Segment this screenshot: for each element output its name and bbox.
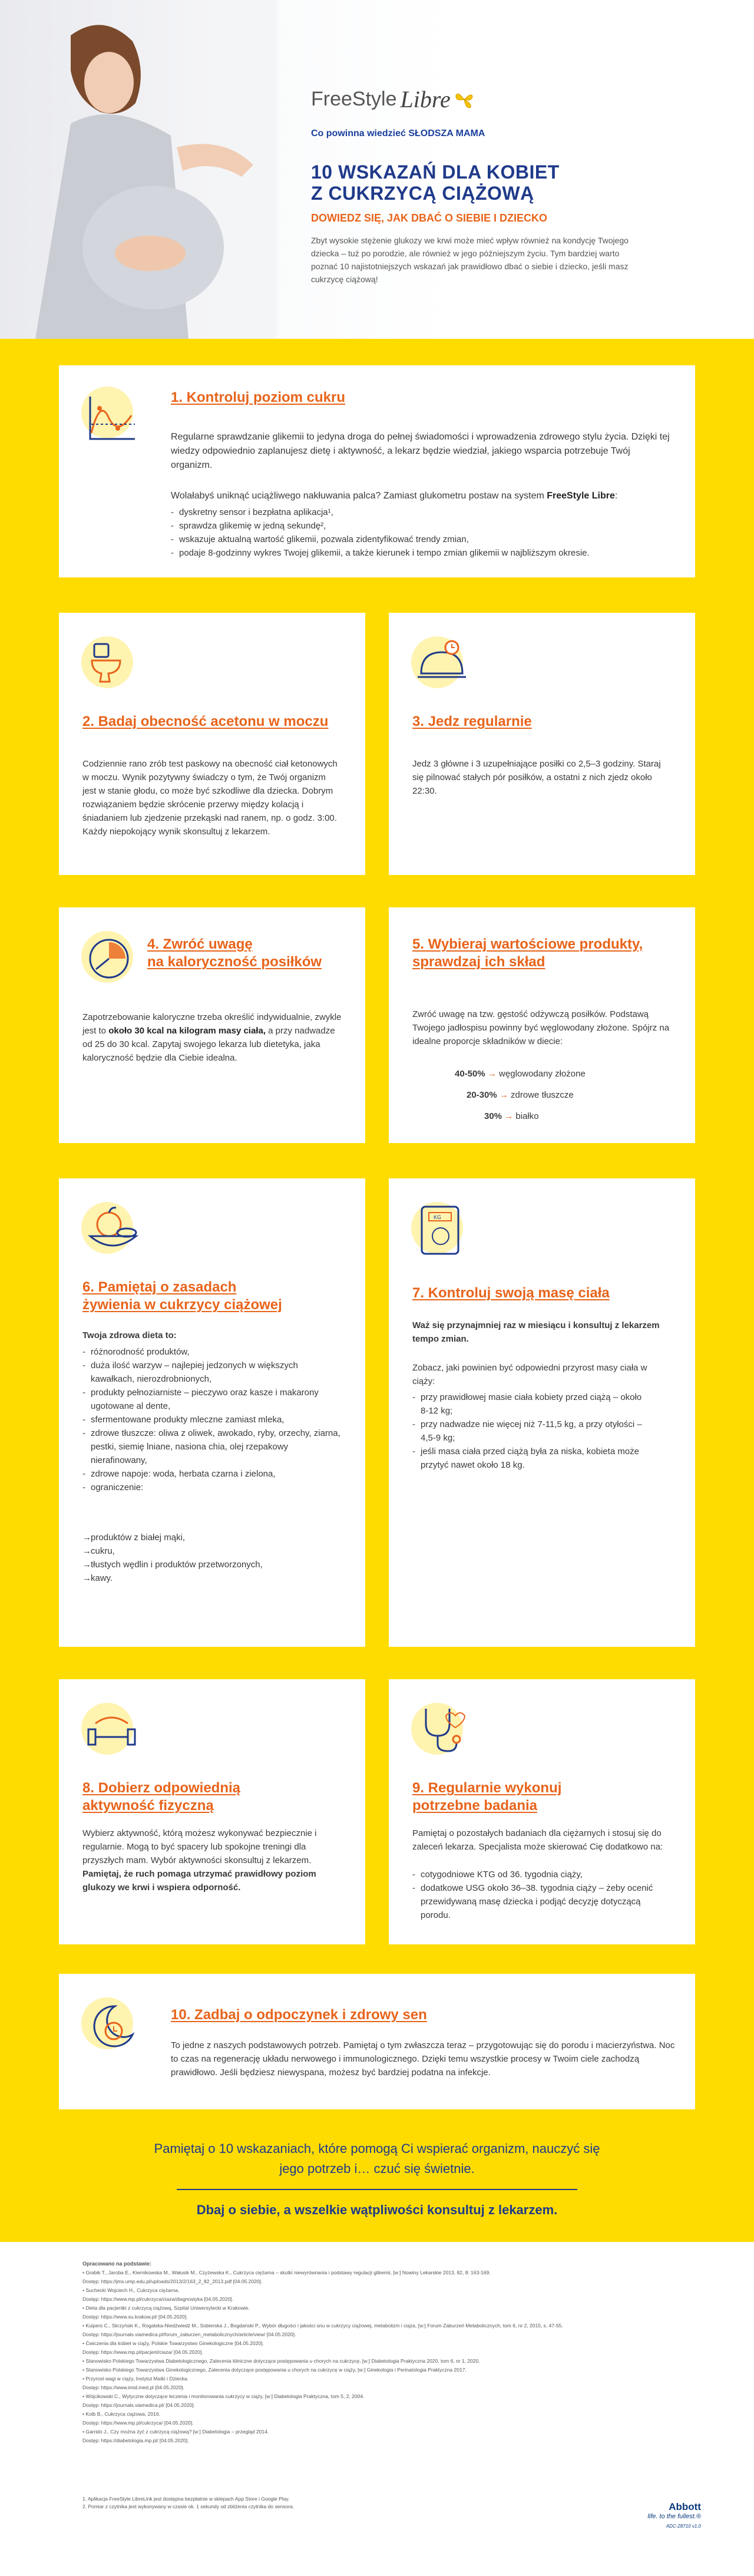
list-item: - podaje 8-godzinny wykres Twojej glikemii, a także kierunek i tempo zmian glikemii w najbliższym okresie. <box>171 546 672 560</box>
section-9-title <box>412 1779 561 1815</box>
section-3-text: Jedz 3 główne i 3 uzupełniające posiłki co 2,5–3 godziny. Staraj się pilnować stałych pór posiłków, a ostatni z nich zjedz około 22:30. <box>412 759 661 796</box>
ratio-pct: 20-30% <box>467 1090 497 1100</box>
text-part: Wybierz aktywność, którą możesz wykonywać bezpiecznie i regularnie. Mogą to być spacery lub spokojne treningi dla przyszłych mam. Wybór aktywności skonsultuj z lekarzem. <box>82 1828 317 1865</box>
section-9-text: Pamiętaj o pozostałych badaniach dla ciężarnych i stosuj się do zaleceń lekarza. Specjalista może skierować Cię dodatkowo na: <box>412 1828 663 1852</box>
reference-line: • Stanowisko Polskiego Towarzystwa Diabetologicznego, Zalecenia kliniczne dotyczące postępowania u chorych na cukrzycę, [w:] Diabetologia Praktyczna 2020, tom 6, nr 1, 2020. <box>82 2358 480 2364</box>
text-bold: Pamiętaj, że ruch pomaga utrzymać prawidłowy poziom glukozy we krwi i wspiera odporność. <box>82 1869 316 1893</box>
subtitle: DOWIEDZ SIĘ, JAK DBAĆ O SIEBIE I DZIECKO <box>311 212 548 224</box>
moon-clock-icon <box>85 2000 138 2053</box>
reference-line: Dostęp: https://journals.viamedica.pl/forum_zaburzen_metabolicznych/article/view/ [04.05.2020]. <box>82 2331 296 2337</box>
reference-line: • Przyrost wagi w ciąży, Instytut Matki i Dziecka. <box>82 2376 188 2382</box>
list-item: - dodatkowe USG około 36–38. tygodnia ciąży – żeby ocenić przewidywaną masę dziecka i podjąć decyzję dotyczącą porodu. <box>412 1881 660 1922</box>
reference-line: • Wójcikowski C., Wytyczne dotyczące leczenia i monitorowania cukrzycy w ciąży, [w:] Diabetologia Praktyczna, tom 5, 2, 2004. <box>82 2393 365 2399</box>
intro-text: Zbyt wysokie stężenie glukozy we krwi może mieć wpływ również na kondycję Twojego dziecka – tuż po porodzie, ale również w jego późniejszym życiu. Tym bardziej warto poznać 10 najistotniejszych wskazań jak prawidłowo dbać o siebie i dziecko, jeśli masz cukrzycę ciążową! <box>311 236 629 284</box>
references <box>82 2260 672 2445</box>
footnotes <box>82 2495 566 2511</box>
title-line2: na kaloryczność posiłków <box>147 954 322 970</box>
card-10 <box>59 1974 695 2109</box>
list-item: - sprawdza glikemię w jedną sekundę², <box>171 519 672 533</box>
section-9-list <box>412 1868 660 1922</box>
reference-line: • Suchecki Wojciech H., Cukrzyca ciężarna. <box>82 2287 180 2293</box>
reference-line: Dostęp: https://www.imid.med.pl [04.05.2020]. <box>82 2385 184 2390</box>
freestyle-libre-logo <box>311 85 664 113</box>
text-part: a przy nadwadze od 25 do 30 kcal. Zapytaj swojego lekarza lub dietetyka, jaka kaloryczność będzie dla Ciebie idealna. <box>82 1026 335 1063</box>
list-item: - duża ilość warzyw – najlepiej jedzonych w większych kawałkach, nierozdrobnionych, <box>82 1359 342 1386</box>
glucose-chart-icon <box>85 392 138 445</box>
abbott-name: Abbott <box>669 2501 701 2512</box>
card-4 <box>59 907 365 1143</box>
list-item: - zdrowe napoje: woda, herbata czarna i zielona, <box>82 1467 342 1481</box>
toilet-icon <box>87 639 134 686</box>
section-4-title <box>147 936 322 971</box>
section-10-title: 10. Zadbaj o odpoczynek i zdrowy sen <box>171 2007 427 2023</box>
footnote: 2. Pomiar z czytnika jest wykonywany w czasie ok. 1 sekundy od zbliżenia czytnika do sensora. <box>82 2504 295 2509</box>
cta-line2: jego potrzeb i… czuć się świetnie. <box>279 2161 475 2176</box>
reference-line: Dostęp: https://journals.viamedica.pl/ [04.05.2020]. <box>82 2402 195 2408</box>
section-10-text: To jedne z naszych podstawowych potrzeb. Pamiętaj o tym zwłaszcza teraz – przygotowując się do porodu i macierzyństwa. Noc to czas na regenerację układu nerwowego i immunologicznego. Dzięki temu wszystkie procesy w Twoim ciele zachodzą prawidłowo. Jeśli będziesz niewyspana, możesz być bardziej podatna na infekcje. <box>171 2040 675 2078</box>
list-item: - ograniczenie: <box>82 1481 342 1494</box>
section-7-list <box>412 1391 648 1472</box>
ratio-label: zdrowe tłuszcze <box>511 1090 574 1100</box>
title-line1: 5. Wybieraj wartościowe produkty, <box>412 936 643 952</box>
section-7-lead: Waż się przynajmniej raz w miesiącu i konsultuj z lekarzem tempo zmian. <box>412 1320 660 1344</box>
ratio-label: węglowodany złożone <box>499 1069 586 1079</box>
section-5-text: Zwróć uwagę na tzw. gęstość odżywczą posiłków. Podstawą Twojego jadłospisu powinny być węglowodany złożone. Spójrz na idealne proporcje składników w diecie: <box>412 1009 670 1046</box>
document-code: ADC-28710 v1.0 <box>666 2524 701 2529</box>
list-item: → kawy. <box>82 1571 342 1585</box>
list-item: → produktów z białej mąki, <box>82 1531 342 1544</box>
title-line2: żywienia w cukrzycy ciążowej <box>82 1297 282 1313</box>
reference-line: • Grabik T., Jaroba E., Kiernikowska M., Wałusik M., Czyżewska K., Cukrzyca ciężarna – skutki niewyrównania i podstawy regulacji glikemii, [w:] Nowiny Lekarskie 2013, 82, 8: 163-169. <box>82 2270 491 2276</box>
card-9 <box>389 1679 695 1944</box>
dumbbell-icon <box>84 1706 140 1753</box>
tagline: Co powinna wiedzieć SŁODSZA MAMA <box>311 128 485 138</box>
section-7-title: 7. Kontroluj swoją masę ciała <box>412 1285 610 1301</box>
card-2 <box>59 613 365 875</box>
references-title: Opracowano na podstawie: <box>82 2261 152 2267</box>
ratio-row: 40-50% → węglowodany złożone <box>455 1069 586 1079</box>
section-8-text <box>82 1827 342 1894</box>
ratio-row: 30% → białko <box>484 1111 539 1121</box>
section-7-text: Zobacz, jaki powinien być odpowiedni przyrost masy ciała w ciąży: <box>412 1363 647 1386</box>
ratio-pct: 30% <box>484 1111 502 1121</box>
title-line2: sprawdzaj ich skład <box>412 954 545 970</box>
reference-line: Dostęp: https://www.su.krakow.pl/ [04.05.2020]. <box>82 2314 188 2320</box>
page-title <box>311 161 664 204</box>
text-part: Zapotrzebowanie kaloryczne trzeba określić indywidualnie, zwykle jest to <box>82 1012 342 1036</box>
reference-line: Dostęp: https://diabetologia.mp.pl/ [04.05.2020]. <box>82 2438 189 2443</box>
reference-line: • Stanowisko Polskiego Towarzystwa Ginekologicznego, Zalecenia dotyczące postępowania u chorych na cukrzycę w ciąży, [w:] Ginekologia i Perinatologia Praktyczna 2017. <box>82 2367 467 2373</box>
section-4-text <box>82 1010 342 1065</box>
card-8 <box>59 1679 365 1944</box>
references-list <box>82 2268 672 2445</box>
section-3-title: 3. Jedz regularnie <box>412 714 532 729</box>
plate-clock-icon <box>85 934 138 987</box>
list-item: - zdrowe tłuszcze: oliwa z oliwek, awokado, ryby, orzechy, ziarna, pestki, siemię lniane, nasiona chia, olej rzepakowy nierafinowany, <box>82 1426 342 1467</box>
stethoscope-heart-icon <box>415 1703 468 1756</box>
q-text: Wolałabyś uniknąć uciążliwego nakłuwania palca? Zamiast glukometru postaw na system <box>171 491 547 501</box>
cta-line1: Pamiętaj o 10 wskazaniach, które pomogą Ci wspierać organizm, nauczyć się <box>154 2141 600 2156</box>
reference-line: • Ćwiczenia dla kobiet w ciąży, Polskie Towarzystwo Ginekologiczne [04.05.2020]. <box>82 2340 264 2346</box>
cta-text <box>0 2139 754 2179</box>
page-title-line2: Z CUKRZYCĄ CIĄŻOWĄ <box>311 183 534 204</box>
list-item: - przy nadwadze nie więcej niż 7-11,5 kg, a przy otyłości – 4,5-9 kg; <box>412 1418 648 1445</box>
list-item: - cotygodniowe KTG od 36. tygodnia ciąży, <box>412 1868 660 1881</box>
reference-line: • Garrido J., Czy można żyć z cukrzycą ciążową? [w:] Diabetologia – przegląd 2014. <box>82 2429 269 2435</box>
card-1 <box>59 365 695 577</box>
section-6-title <box>82 1279 282 1314</box>
section-5-title <box>412 936 643 971</box>
food-bowl-icon <box>85 1202 141 1258</box>
section-6-lead: Twoja zdrowa dieta to: <box>82 1330 177 1340</box>
list-item: - dyskretny sensor i bezpłatna aplikacja¹, <box>171 506 672 519</box>
list-item: → cukru, <box>82 1544 342 1558</box>
section-8-title <box>82 1779 240 1815</box>
footnote: 1. Aplikacja FreeStyle LibreLink jest dostępna bezpłatnie w sklepach App Store i Google Play. <box>82 2496 290 2502</box>
abbott-slogan: life. to the fullest.® <box>647 2513 701 2520</box>
section-2-text: Codziennie rano zrób test paskowy na obecność ciał ketonowych w moczu. Wynik pozytywny świadczy o tym, że Twój organizm jest w stanie głodu, co może być szkodliwe dla dziecka. Dobrym rozwiązaniem będzie skrócenie przerwy między kolacją i śniadaniem lub zjedzenie przekąski nad ranem, np. o godz. 3:00. Każdy niepokojący wynik skonsultuj z lekarzem. <box>82 759 338 837</box>
reference-line: Dostęp: https://www.mp.pl/cukrzyca/ciaza/diagnostyka [04.05.2020]. <box>82 2296 234 2302</box>
title-line1: 4. Zwróć uwagę <box>147 936 253 952</box>
section-1-title: 1. Kontroluj poziom cukru <box>171 389 346 405</box>
title-line2: aktywność fizyczną <box>82 1798 214 1814</box>
butterfly-icon <box>454 90 474 110</box>
cta-closing: Dbaj o siebie, a wszelkie wątpliwości konsultuj z lekarzem. <box>196 2202 558 2217</box>
section-2-title: 2. Badaj obecność acetonu w moczu <box>82 714 329 729</box>
list-item: - produkty pełnoziarniste – pieczywo oraz kasze i makarony ugotowane al dente, <box>82 1386 342 1413</box>
section-6-list <box>82 1345 342 1494</box>
abbott-logo <box>647 2501 701 2529</box>
list-item: - jeśli masa ciała przed ciążą była za niska, kobieta może przytyć nawet około 18 kg. <box>412 1445 648 1472</box>
reference-line: • Kuipers C., Skrzyński K., Rogalska-Niedźwiedź M., Sobierska J., Bogdański P., Wybór długości i jakości snu w cukrzycy ciążowej, metabolizm i ciąża, [w:] Forum Zaburzeń Metabolicznych, tom 6, nr 2, 2015, s. 47-55. <box>82 2323 563 2329</box>
reference-line: Dostęp: https://jms.ump.edu.pl/uploads/2013/2/163_2_82_2013.pdf [04.05.2020]. <box>82 2278 263 2284</box>
reference-line: • Kolb B., Cukrzyca ciążowa, 2016. <box>82 2411 160 2417</box>
title-line1: 6. Pamiętaj o zasadach <box>82 1279 237 1295</box>
card-5 <box>389 907 695 1143</box>
card-7 <box>389 1178 695 1647</box>
q-colon: : <box>614 491 618 501</box>
q-brand: FreeStyle Libre <box>547 491 615 501</box>
reference-line: Dostęp: https://www.mp.pl/cukrzyca/ [04.05.2020]. <box>82 2420 194 2426</box>
reference-line: • Dieta dla pacjentki z cukrzycą ciążową, Szpital Uniwersytecki w Krakowie. <box>82 2305 250 2311</box>
list-item: → tłustych wędlin i produktów przetworzonych, <box>82 1558 342 1571</box>
logo-libre: Libre <box>400 86 451 113</box>
section-1-question <box>171 489 672 503</box>
ratio-row: 20-30% → zdrowe tłuszcze <box>467 1090 574 1100</box>
reference-line: Dostęp: https://www.mp.pl/pacjent/ciaza/ [04.05.2020]. <box>82 2349 203 2355</box>
svg-text:KG: KG <box>434 1214 442 1220</box>
text-bold: około 30 kcal na kilogram masy ciała, <box>108 1026 266 1036</box>
ratio-pct: 40-50% <box>455 1069 485 1079</box>
logo-freestyle: FreeStyle <box>311 88 397 110</box>
card-6 <box>59 1178 365 1647</box>
page-title-line1: 10 WSKAZAŃ DLA KOBIET <box>311 161 560 183</box>
list-item: - różnorodność produktów, <box>82 1345 342 1359</box>
section-1-list <box>171 506 672 560</box>
list-item: - wskazuje aktualną wartość glikemii, pozwala zidentyfikować trendy zmian, <box>171 533 672 546</box>
section-6-arrow-list <box>82 1531 342 1585</box>
card-3 <box>389 613 695 875</box>
section-1-text: Regularne sprawdzanie glikemii to jedyna droga do pełnej świadomości i wprowadzenia zdrowego stylu życia. Dzięki tej wiedzy odpowiednio zaplanujesz dietę i aktywność, a lekarz będzie wiedział, jakiego wsparcia potrzebuje Twój organizm. <box>171 432 670 470</box>
footer <box>0 2242 754 2576</box>
hero-text <box>311 85 664 286</box>
title-line1: 9. Regularnie wykonuj <box>412 1780 562 1796</box>
title-line2: potrzebne badania <box>412 1798 538 1814</box>
cta-divider <box>177 2189 577 2190</box>
list-item: - sfermentowane produkty mleczne zamiast mleka, <box>82 1413 342 1426</box>
pregnant-woman-photo <box>0 0 277 339</box>
scale-icon <box>417 1202 464 1258</box>
ratio-label: białko <box>515 1111 539 1121</box>
list-item: - przy prawidłowej masie ciała kobiety przed ciążą – około 8-12 kg; <box>412 1391 648 1418</box>
title-line1: 8. Dobierz odpowiednią <box>82 1780 241 1796</box>
hero-banner <box>0 0 754 339</box>
serving-cloche-clock-icon <box>415 639 468 686</box>
ratios-list <box>412 1064 672 1127</box>
